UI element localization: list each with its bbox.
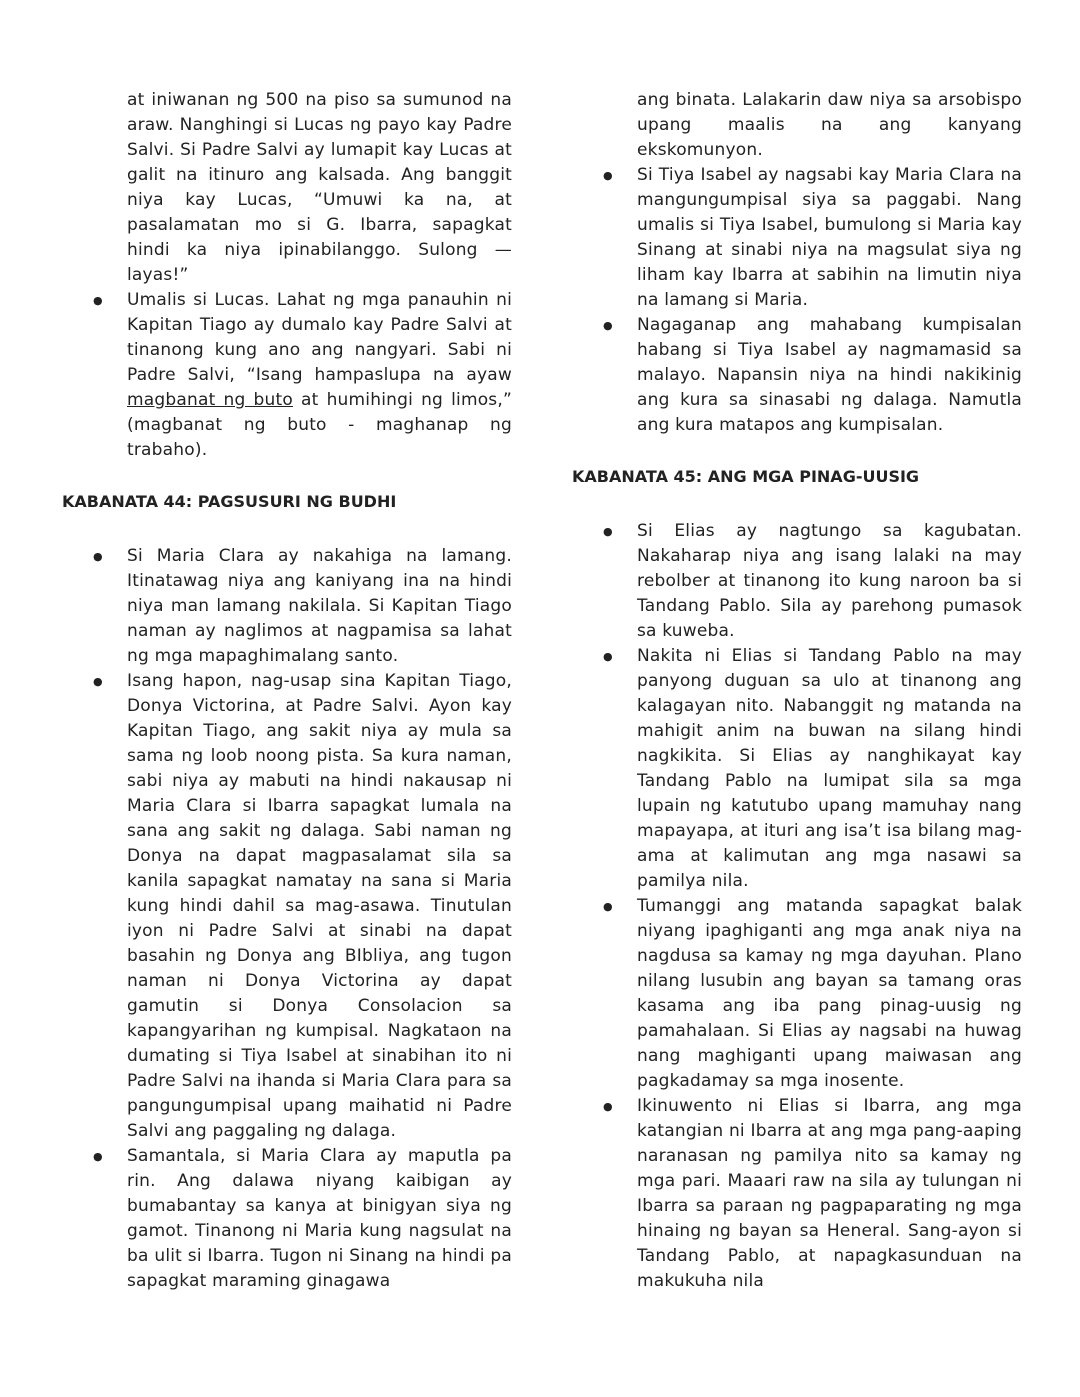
bullet-list-chapter-45 bbox=[572, 519, 1022, 1294]
list-item: ● Nakita ni Elias si Tandang Pablo na may panyong duguan sa ulo at tinanong ang kalagayan nito. Nabanggit ng matanda na mahigit anim na buwan na silang hindi nagkikita. Si Elias ay nanghikayat kay Tandang Pablo na lumipat sila sa mga lupain ng katutubo upang mamuhay nang mapayapa, at ituri ang isa’t isa bilang mag-ama at kalimutan ang mga nasawi sa pamilya nila. bbox=[572, 644, 1022, 894]
list-item: ● Samantala, si Maria Clara ay maputla pa rin. Ang dalawa niyang kaibigan ay bumabantay sa kanya at binigyan siya ng gamot. Tinanong ni Maria kung nagsulat na ba ulit si Ibarra. Tugon ni Sinang na hindi pa sapagkat maraming ginagawa bbox=[62, 1144, 512, 1294]
list-item: ● Isang hapon, nag-usap sina Kapitan Tiago, Donya Victorina, at Padre Salvi. Ayon kay Kapitan Tiago, ang sakit niya ay mula sa sama ng loob noong pista. Sa kura naman, sabi niya ay mabuti na hindi nakausap ni Maria Clara si Ibarra sapagkat lumala na sana ang sakit ng dalaga. Sabi naman ng Donya na dapat magpasalamat sila sa kanila sapagkat namatay na sana si Maria kung hindi dahil sa mag-asawa. Tinutulan iyon ni Padre Salvi at sinabi na dapat basahin ng Donya ang BIbliya, ang tugon naman ni Donya Victorina ay dapat gamutin si Donya Consolacion sa kapangyarihan ng kumpisal. Nagkataon na dumating si Tiya Isabel at sinabihan ito ni Padre Salvi na ihanda si Maria Clara para sa pangungumpisal upang maihatid ni Padre Salvi ang paggaling ng dalaga. bbox=[62, 669, 512, 1144]
continued-paragraph: at iniwanan ng 500 na piso sa sumunod na araw. Nanghingi si Lucas ng payo kay Padre Salvi. Si Padre Salvi ay lumapit kay Lucas at galit na itinuro ang kalsada. Ang banggit niya kay Lucas, “Umuwi ka na, at pasalamatan mo si G. Ibarra, sapagkat hindi ka niya ipinabilanggo. Sulong — layas!” bbox=[127, 90, 512, 285]
continued-paragraph: ang binata. Lalakarin daw niya sa arsobispo upang maalis na ang kanyang ekskomunyon. bbox=[637, 90, 1022, 160]
list-item: ● Si Maria Clara ay nakahiga na lamang. Itinatawag niya ang kaniyang ina na hindi niya man lamang nakilala. Si Kapitan Tiago naman ay naglimos at nagpamisa sa lahat ng mga mapaghimalang santo. bbox=[62, 544, 512, 669]
underlined-phrase: magbanat ng buto bbox=[127, 390, 293, 410]
list-item bbox=[62, 288, 512, 463]
bullet-list-top-right bbox=[572, 163, 1022, 438]
bullet-list-chapter-44 bbox=[62, 544, 512, 1294]
text-segment: at humihingi ng limos,” (magbanat ng buto - maghanap ng trabaho). bbox=[127, 390, 512, 460]
text-segment: Umalis si Lucas. Lahat ng mga panauhin ni Kapitan Tiago ay dumalo kay Padre Salvi at tinanong kung ano ang nangyari. Sabi ni Padre Salvi, “Isang hampaslupa na ayaw bbox=[127, 290, 512, 385]
list-item: ● Si Tiya Isabel ay nagsabi kay Maria Clara na mangungumpisal siya sa paggabi. Nang umalis si Tiya Isabel, bumulong si Maria kay Sinang at sinabi niya na magsulat siya ng liham kay Ibarra at sabihin na limutin niya na lamang si Maria. bbox=[572, 163, 1022, 313]
chapter-heading-45: KABANATA 45: ANG MGA PINAG-UUSIG bbox=[572, 467, 920, 486]
list-item: ● Tumanggi ang matanda sapagkat balak niyang ipaghiganti ang mga anak niya na nagdusa sa kamay ng mga dayuhan. Plano nilang lusubin ang bayan sa tamang oras kasama ang iba pang pinag-uusig ng pamahalaan. Si Elias ay nagsabi na huwag nang maghiganti upang maiwasan ang pagkadamay sa mga inosente. bbox=[572, 894, 1022, 1094]
left-column bbox=[62, 88, 512, 1294]
list-item: ● Nagaganap ang mahabang kumpisalan habang si Tiya Isabel ay nagmamasid sa malayo. Napansin niya na hindi nakikinig ang kura sa sinasabi ng dalaga. Namutla ang kura matapos ang kumpisalan. bbox=[572, 313, 1022, 438]
bullet-list-top-left bbox=[62, 288, 512, 463]
list-item: ● Si Elias ay nagtungo sa kagubatan. Nakaharap niya ang isang lalaki na may rebolber at tinanong ito kung naroon ba si Tandang Pablo. Sila ay parehong pumasok sa kuweba. bbox=[572, 519, 1022, 644]
right-column bbox=[572, 88, 1022, 1294]
list-item: ● Ikinuwento ni Elias si Ibarra, ang mga katangian ni Ibarra at ang mga pang-aaping naranasan ng pamilya nito sa kamay ng mga pari. Maaari raw na sila ay tulungan ni Ibarra sa paraan ng pagpaparating ng mga hinaing ng bayan sa Heneral. Sang-ayon si Tandang Pablo, at napagkasunduan na makukuha nila bbox=[572, 1094, 1022, 1294]
chapter-heading-44: KABANATA 44: PAGSUSURI NG BUDHI bbox=[62, 492, 397, 511]
